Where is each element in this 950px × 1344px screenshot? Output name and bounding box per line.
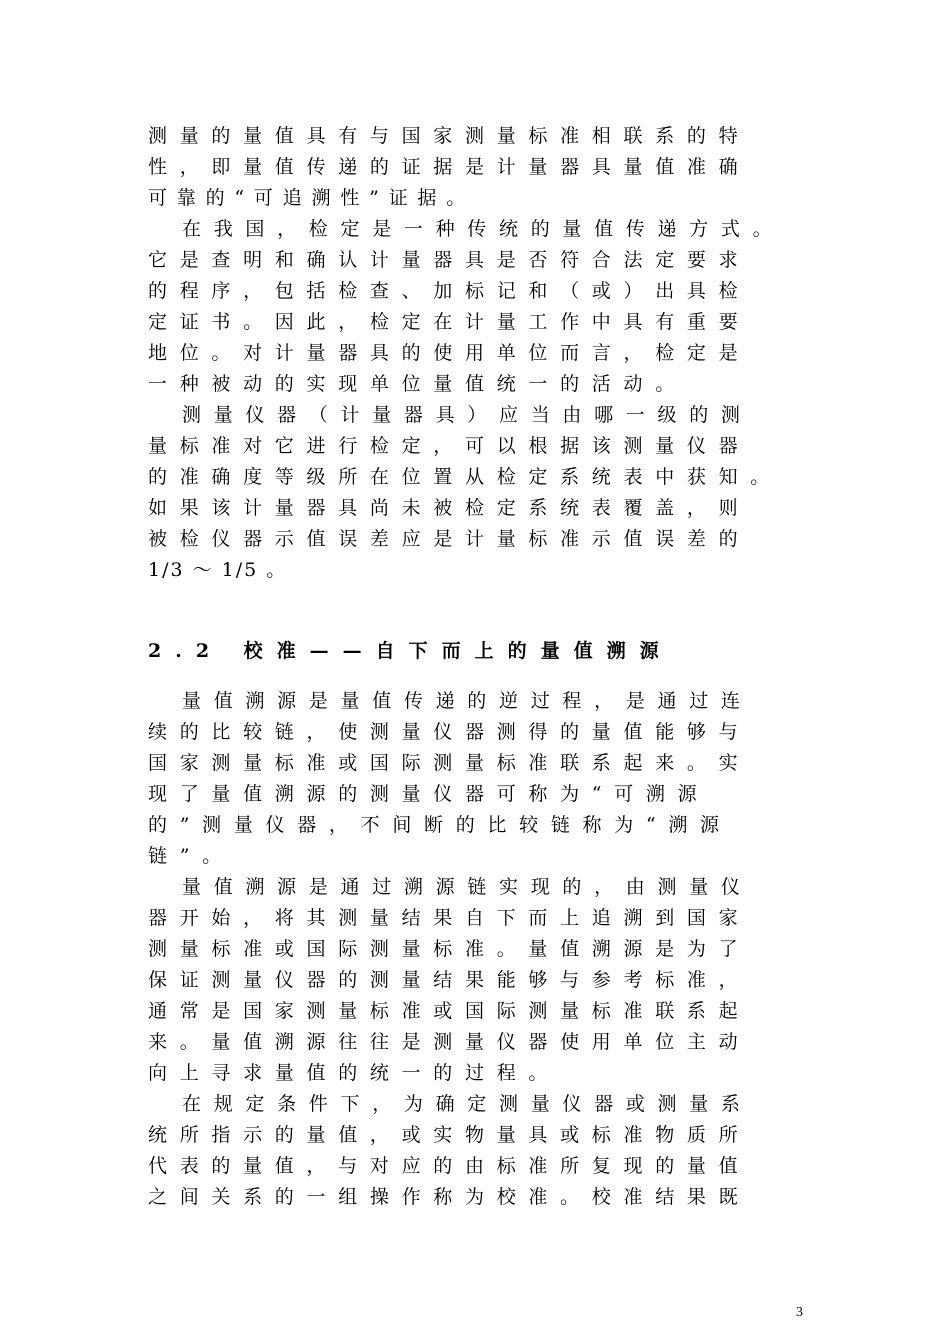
body-text-line: 现了量值溯源的测量仪器可称为“可溯源: [148, 783, 710, 805]
body-text-line: 测量的量值具有与国家测量标准相联系的特: [148, 125, 751, 147]
body-text-line: 在规定条件下，为确定测量仪器或测量系: [182, 1093, 753, 1115]
body-text-line: 量值溯源是量值传递的逆过程，是通过连: [182, 690, 753, 712]
body-text-line: 性，即量值传递的证据是计量器具量值准确: [148, 156, 751, 178]
body-text-line: 测量标准或国际测量标准。量值溯源是为了: [148, 938, 751, 960]
body-text-line: 定证书。因此，检定在计量工作中具有重要: [148, 311, 751, 333]
body-text-line: 通常是国家测量标准或国际测量标准联系起: [148, 1000, 751, 1022]
body-text-line: 向上寻求量值的统一的过程。: [148, 1062, 561, 1084]
body-text-line: 一种被动的实现单位量值统一的活动。: [148, 373, 687, 395]
body-text-line: 保证测量仪器的测量结果能够与参考标准，: [148, 969, 751, 991]
body-text-line: 量值溯源是通过溯源链实现的，由测量仪: [182, 876, 753, 898]
body-text-line: 链”。: [148, 845, 234, 867]
body-text-line: 的准确度等级所在位置从检定系统表中获知。: [148, 466, 783, 488]
section-heading: 2.2 校准——自下而上的量值溯源: [148, 640, 673, 662]
body-text-line: 测量仪器（计量器具）应当由哪一级的测: [182, 404, 753, 426]
body-text-line: 续的比较链，使测量仪器测得的量值能够与: [148, 721, 751, 743]
body-text-line: 器开始，将其测量结果自下而上追溯到国家: [148, 907, 751, 929]
body-text-line: 的”测量仪器，不间断的比较链称为“溯源: [148, 814, 732, 836]
body-text-line: 来。量值溯源往往是测量仪器使用单位主动: [148, 1031, 751, 1053]
body-text-line: 量标准对它进行检定，可以根据该测量仪器: [148, 435, 751, 457]
body-text-line: 1/3 ～ 1/5 。: [148, 559, 288, 581]
body-text-line: 统所指示的量值，或实物量具或标准物质所: [148, 1124, 751, 1146]
body-text-line: 地位。对计量器具的使用单位而言，检定是: [148, 342, 751, 364]
body-text-line: 可靠的“可追溯性”证据。: [148, 187, 476, 209]
body-text-line: 被检仪器示值误差应是计量标准示值误差的: [148, 528, 751, 550]
body-text-line: 代表的量值，与对应的由标准所复现的量值: [148, 1155, 751, 1177]
body-text-line: 如果该计量器具尚未被检定系统表覆盖，则: [148, 497, 751, 519]
body-text-line: 之间关系的一组操作称为校准。校准结果既: [148, 1186, 751, 1208]
body-text-line: 它是查明和确认计量器具是否符合法定要求: [148, 249, 751, 271]
body-text-line: 国家测量标准或国际测量标准联系起来。实: [148, 752, 751, 774]
body-text-line: 的程序，包括检查、加标记和（或）出具检: [148, 280, 751, 302]
body-text-line: 在我国，检定是一种传统的量值传递方式。: [182, 218, 785, 240]
page-number: 3: [796, 1305, 803, 1320]
